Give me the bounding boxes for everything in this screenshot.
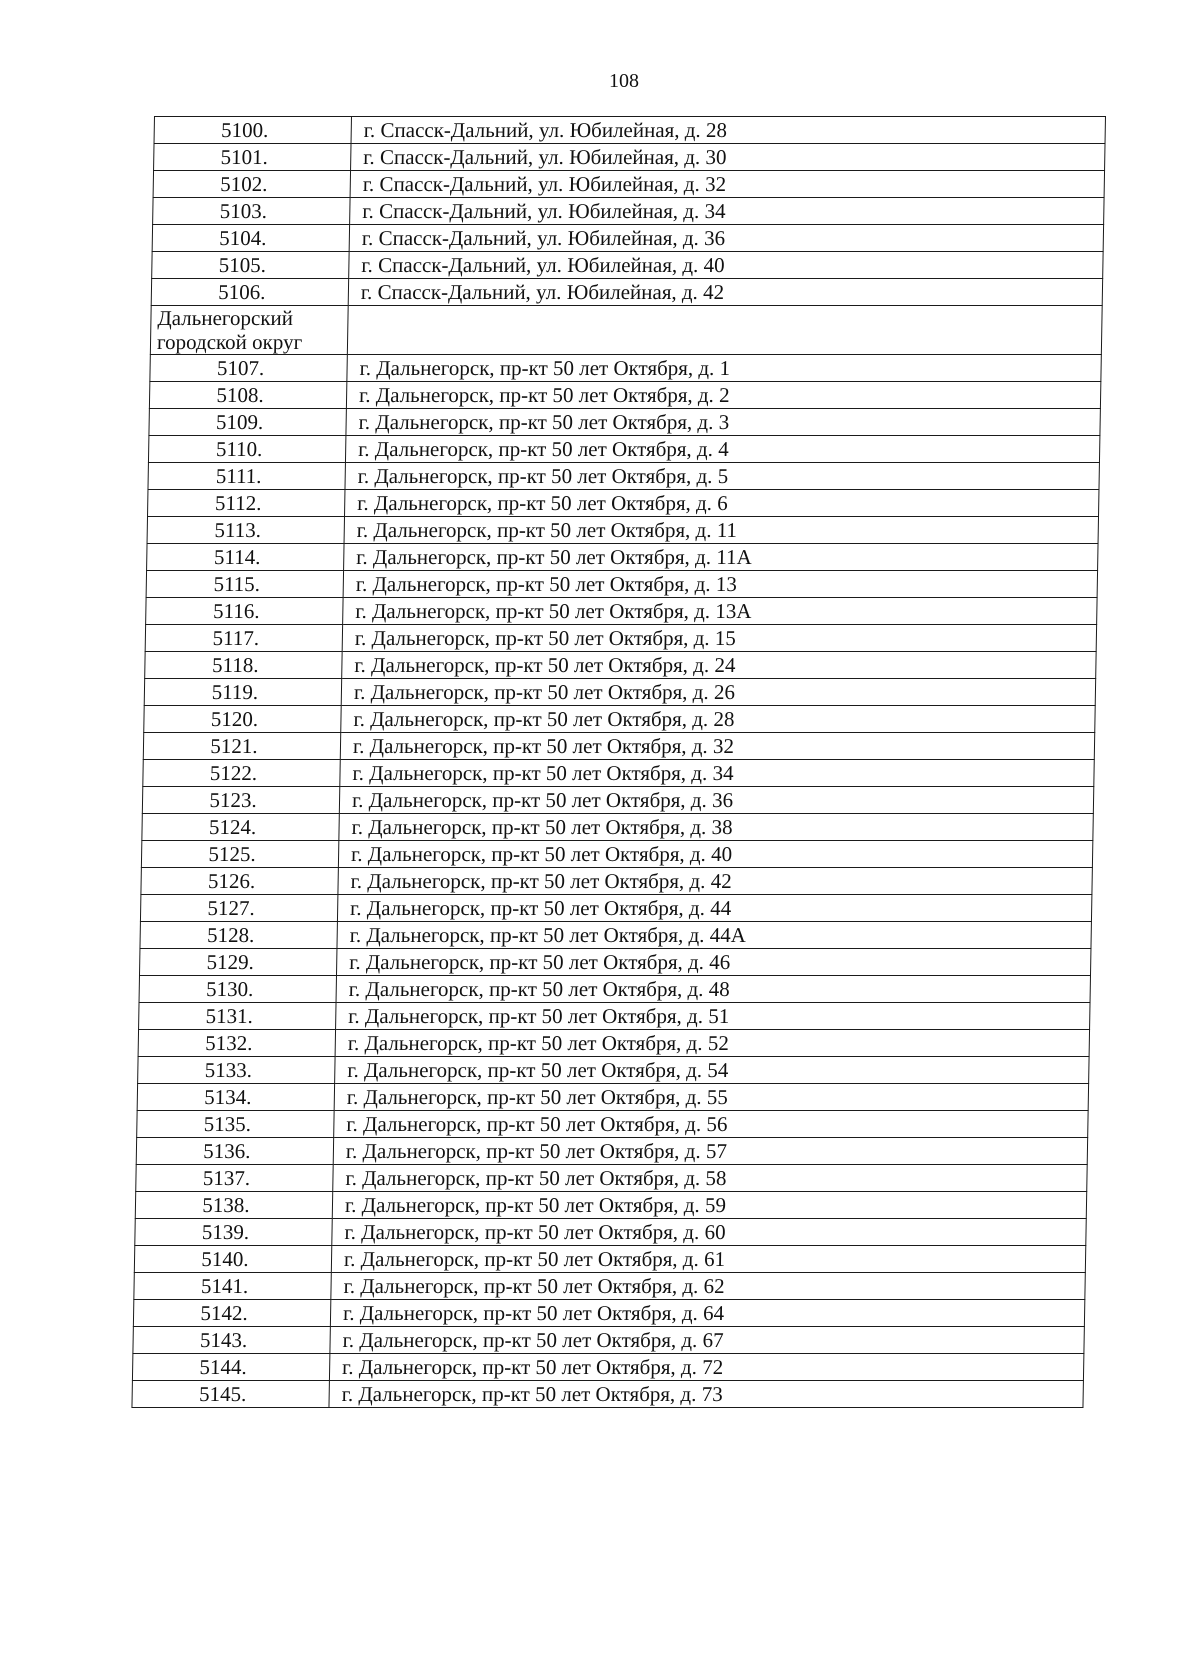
row-number: 5136. <box>136 1138 333 1165</box>
section-empty-cell <box>347 306 1102 355</box>
table-row <box>139 949 1090 976</box>
row-number: 5145. <box>132 1381 329 1408</box>
row-number: 5111. <box>148 463 345 490</box>
row-address: г. Дальнегорск, пр-кт 50 лет Октября, д. 59 <box>332 1192 1086 1219</box>
section-title <box>150 306 348 355</box>
row-address: г. Дальнегорск, пр-кт 50 лет Октября, д. 61 <box>331 1246 1085 1273</box>
row-address: г. Дальнегорск, пр-кт 50 лет Октября, д. 46 <box>336 949 1090 976</box>
table-row <box>154 144 1105 171</box>
row-number: 5124. <box>142 814 339 841</box>
table-row <box>147 517 1098 544</box>
table-row <box>139 1003 1090 1030</box>
table-row <box>137 1111 1088 1138</box>
table-row <box>144 679 1095 706</box>
row-address: г. Дальнегорск, пр-кт 50 лет Октября, д. 13 <box>343 571 1097 598</box>
table-row <box>140 895 1091 922</box>
row-address: г. Дальнегорск, пр-кт 50 лет Октября, д. 4 <box>345 436 1099 463</box>
section-title-line: Дальнегорский <box>157 306 294 330</box>
row-address: г. Дальнегорск, пр-кт 50 лет Октября, д. 5 <box>345 463 1099 490</box>
row-address: г. Дальнегорск, пр-кт 50 лет Октября, д. 26 <box>341 679 1095 706</box>
page-number: 108 <box>609 70 639 92</box>
row-address: г. Дальнегорск, пр-кт 50 лет Октября, д. 58 <box>333 1165 1087 1192</box>
row-number: 5104. <box>152 225 349 252</box>
table-row <box>150 355 1101 382</box>
table-row <box>145 625 1096 652</box>
table-row <box>147 544 1098 571</box>
table-row <box>138 1030 1089 1057</box>
row-address: г. Дальнегорск, пр-кт 50 лет Октября, д. 72 <box>329 1354 1083 1381</box>
row-number: 5101. <box>154 144 351 171</box>
row-address: г. Спасск-Дальний, ул. Юбилейная, д. 28 <box>351 117 1105 144</box>
row-number: 5125. <box>141 841 338 868</box>
row-address: г. Спасск-Дальний, ул. Юбилейная, д. 36 <box>349 225 1103 252</box>
row-address: г. Дальнегорск, пр-кт 50 лет Октября, д. 28 <box>341 706 1095 733</box>
row-address: г. Дальнегорск, пр-кт 50 лет Октября, д. 34 <box>340 760 1094 787</box>
row-number: 5117. <box>145 625 342 652</box>
table-row <box>135 1219 1086 1246</box>
table-row <box>133 1300 1084 1327</box>
row-number: 5144. <box>132 1354 329 1381</box>
table-row <box>146 598 1097 625</box>
table-row <box>151 279 1102 306</box>
row-address: г. Спасск-Дальний, ул. Юбилейная, д. 34 <box>350 198 1104 225</box>
table-row <box>149 382 1100 409</box>
row-number: 5120. <box>144 706 341 733</box>
row-number: 5132. <box>138 1030 335 1057</box>
row-address: г. Дальнегорск, пр-кт 50 лет Октября, д. 67 <box>330 1327 1084 1354</box>
table-row <box>137 1084 1088 1111</box>
row-number: 5110. <box>148 436 345 463</box>
row-address: г. Дальнегорск, пр-кт 50 лет Октября, д. 1 <box>347 355 1101 382</box>
table-row <box>148 490 1099 517</box>
row-number: 5119. <box>144 679 341 706</box>
table-row <box>145 652 1096 679</box>
table-row <box>148 463 1099 490</box>
row-number: 5108. <box>149 382 346 409</box>
row-number: 5134. <box>137 1084 334 1111</box>
row-address: г. Дальнегорск, пр-кт 50 лет Октября, д. 60 <box>332 1219 1086 1246</box>
table-row <box>132 1381 1083 1408</box>
row-number: 5128. <box>140 922 337 949</box>
table-row <box>143 760 1094 787</box>
row-address: г. Дальнегорск, пр-кт 50 лет Октября, д. 2 <box>346 382 1100 409</box>
table-row <box>133 1327 1084 1354</box>
row-number: 5129. <box>139 949 336 976</box>
row-number: 5115. <box>146 571 343 598</box>
row-address: г. Спасск-Дальний, ул. Юбилейная, д. 40 <box>349 252 1103 279</box>
row-address: г. Дальнегорск, пр-кт 50 лет Октября, д. 13А <box>343 598 1097 625</box>
row-number: 5131. <box>139 1003 336 1030</box>
row-address: г. Дальнегорск, пр-кт 50 лет Октября, д. 54 <box>335 1057 1089 1084</box>
row-number: 5103. <box>153 198 350 225</box>
table-row <box>153 171 1104 198</box>
row-number: 5121. <box>143 733 340 760</box>
table-row <box>138 1057 1089 1084</box>
table-row <box>153 198 1104 225</box>
row-address: г. Дальнегорск, пр-кт 50 лет Октября, д. 3 <box>346 409 1100 436</box>
table-row <box>134 1273 1085 1300</box>
row-number: 5142. <box>133 1300 330 1327</box>
row-number: 5107. <box>150 355 347 382</box>
table-row <box>152 225 1103 252</box>
row-address: г. Дальнегорск, пр-кт 50 лет Октября, д. 64 <box>330 1300 1084 1327</box>
row-address: г. Дальнегорск, пр-кт 50 лет Октября, д. 73 <box>329 1381 1083 1408</box>
address-table-body <box>132 117 1106 1408</box>
address-table <box>131 116 1106 1408</box>
row-number: 5106. <box>151 279 348 306</box>
row-number: 5135. <box>137 1111 334 1138</box>
row-number: 5102. <box>153 171 350 198</box>
row-number: 5114. <box>147 544 344 571</box>
table-row <box>140 922 1091 949</box>
row-address: г. Дальнегорск, пр-кт 50 лет Октября, д. 36 <box>339 787 1093 814</box>
row-address: г. Дальнегорск, пр-кт 50 лет Октября, д. 57 <box>333 1138 1087 1165</box>
table-row <box>136 1138 1087 1165</box>
row-address: г. Дальнегорск, пр-кт 50 лет Октября, д. 6 <box>345 490 1099 517</box>
row-address: г. Спасск-Дальний, ул. Юбилейная, д. 30 <box>351 144 1105 171</box>
row-address: г. Дальнегорск, пр-кт 50 лет Октября, д. 15 <box>342 625 1096 652</box>
row-number: 5113. <box>147 517 344 544</box>
row-number: 5140. <box>134 1246 331 1273</box>
row-address: г. Дальнегорск, пр-кт 50 лет Октября, д. 32 <box>340 733 1094 760</box>
table-row <box>146 571 1097 598</box>
row-address: г. Дальнегорск, пр-кт 50 лет Октября, д. 55 <box>334 1084 1088 1111</box>
table-row <box>141 841 1092 868</box>
row-address: г. Дальнегорск, пр-кт 50 лет Октября, д. 51 <box>336 1003 1090 1030</box>
table-row <box>148 436 1099 463</box>
row-number: 5130. <box>139 976 336 1003</box>
row-address: г. Дальнегорск, пр-кт 50 лет Октября, д. 11 <box>344 517 1098 544</box>
row-address: г. Дальнегорск, пр-кт 50 лет Октября, д. 44 <box>337 895 1091 922</box>
row-address: г. Спасск-Дальний, ул. Юбилейная, д. 32 <box>350 171 1104 198</box>
row-address: г. Дальнегорск, пр-кт 50 лет Октября, д. 56 <box>334 1111 1088 1138</box>
row-address: г. Дальнегорск, пр-кт 50 лет Октября, д. 40 <box>338 841 1092 868</box>
row-number: 5118. <box>145 652 342 679</box>
table-row <box>144 706 1095 733</box>
table-row <box>134 1246 1085 1273</box>
row-number: 5100. <box>154 117 351 144</box>
row-address: г. Дальнегорск, пр-кт 50 лет Октября, д. 11А <box>344 544 1098 571</box>
table-row <box>136 1165 1087 1192</box>
table-row <box>139 976 1090 1003</box>
row-number: 5126. <box>141 868 338 895</box>
table-row <box>142 787 1093 814</box>
row-number: 5133. <box>138 1057 335 1084</box>
row-address: г. Дальнегорск, пр-кт 50 лет Октября, д. 24 <box>342 652 1096 679</box>
section-title-line: городской округ <box>156 330 303 354</box>
table-row <box>154 117 1105 144</box>
table-row <box>142 814 1093 841</box>
row-number: 5127. <box>140 895 337 922</box>
row-address: г. Дальнегорск, пр-кт 50 лет Октября, д. 42 <box>338 868 1092 895</box>
table-row <box>152 252 1103 279</box>
table-row <box>141 868 1092 895</box>
row-number: 5141. <box>134 1273 331 1300</box>
row-number: 5137. <box>136 1165 333 1192</box>
row-number: 5138. <box>135 1192 332 1219</box>
row-number: 5112. <box>148 490 345 517</box>
row-number: 5109. <box>149 409 346 436</box>
row-number: 5139. <box>135 1219 332 1246</box>
row-address: г. Дальнегорск, пр-кт 50 лет Октября, д. 48 <box>336 976 1090 1003</box>
row-address: г. Дальнегорск, пр-кт 50 лет Октября, д. 44А <box>337 922 1091 949</box>
section-row <box>150 306 1102 355</box>
row-number: 5116. <box>146 598 343 625</box>
row-number: 5122. <box>143 760 340 787</box>
row-address: г. Дальнегорск, пр-кт 50 лет Октября, д. 38 <box>339 814 1093 841</box>
table-row <box>135 1192 1086 1219</box>
row-number: 5143. <box>133 1327 330 1354</box>
table-row <box>149 409 1100 436</box>
row-address: г. Спасск-Дальний, ул. Юбилейная, д. 42 <box>348 279 1102 306</box>
row-number: 5123. <box>142 787 339 814</box>
row-address: г. Дальнегорск, пр-кт 50 лет Октября, д. 62 <box>331 1273 1085 1300</box>
row-address: г. Дальнегорск, пр-кт 50 лет Октября, д. 52 <box>335 1030 1089 1057</box>
row-number: 5105. <box>152 252 349 279</box>
table-row <box>132 1354 1083 1381</box>
table-row <box>143 733 1094 760</box>
